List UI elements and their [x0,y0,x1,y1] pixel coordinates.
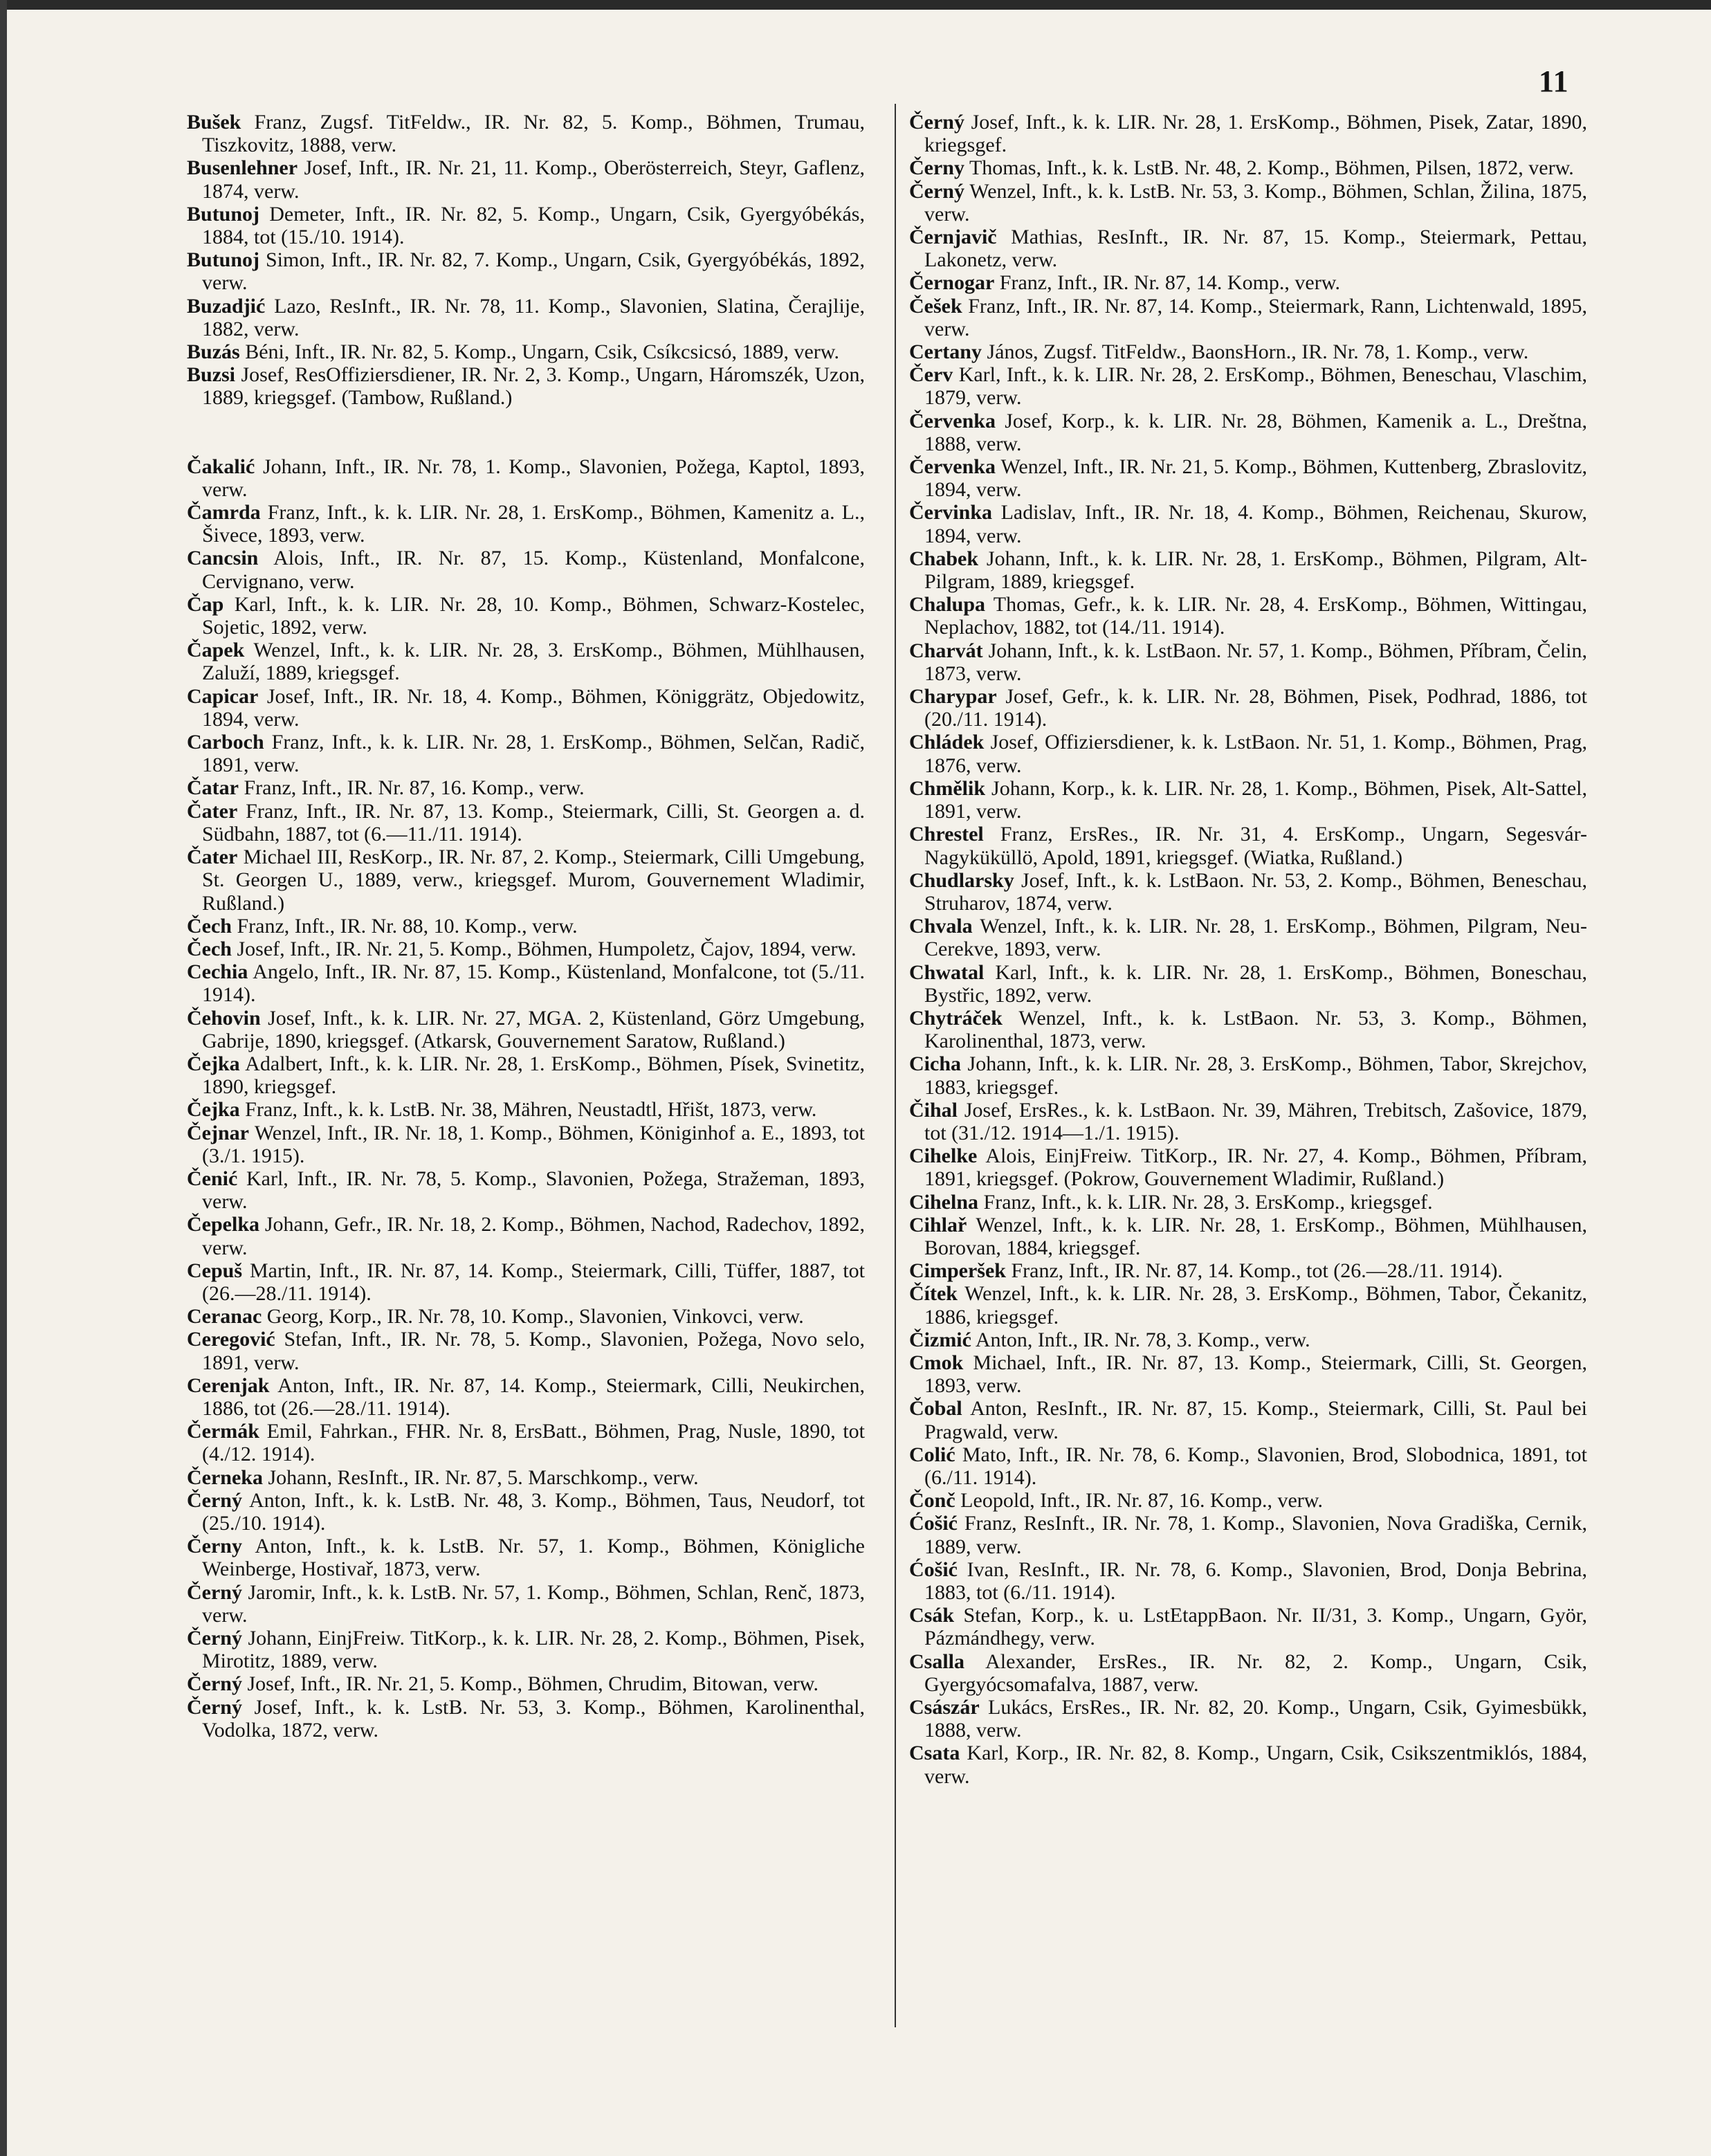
entry-surname: Busenlehner [187,156,298,180]
entry-surname: Černý [909,179,964,203]
entry-details: Johann, Inft., k. k. LIR. Nr. 28, 3. ErsKomp., Böhmen, Tabor, Skrejchov, 1883, kriegsgef. [924,1052,1587,1099]
list-item [909,410,1587,455]
list-item [909,1328,1587,1351]
list-item [187,295,865,340]
list-item [909,1443,1587,1489]
entry-surname: Cihelke [909,1144,978,1168]
entry-surname: Černý [187,1488,242,1512]
entry-details: Wenzel, Inft., IR. Nr. 18, 1. Komp., Böhmen, Königinhof a. E., 1893, tot (3./1. 1915). [202,1121,865,1167]
entry-surname: Chrestel [909,823,984,846]
list-item [909,1397,1587,1443]
entry-details: Karl, Korp., IR. Nr. 82, 8. Komp., Ungarn, Csik, Csikszentmiklós, 1884, verw. [924,1742,1587,1788]
list-item [187,340,865,363]
list-item [187,1374,865,1420]
entry-details: Josef, Korp., k. k. LIR. Nr. 28, Böhmen, Kamenik a. L., Dreštna, 1888, verw. [924,409,1587,455]
list-item [909,226,1587,271]
entry-surname: Cechia [187,960,248,984]
entry-details: Franz, Inft., IR. Nr. 88, 10. Komp., verw. [231,914,578,938]
entry-surname: Bušek [187,111,241,134]
entry-details: Lukács, ErsRes., IR. Nr. 82, 20. Komp., Ungarn, Csik, Gyimesbükk, 1888, verw. [924,1696,1587,1742]
entry-surname: Charypar [909,685,997,709]
entry-surname: Čatar [187,776,239,800]
list-item [187,846,865,915]
entry-surname: Černy [187,1535,242,1558]
list-item [187,960,865,1006]
list-item [187,547,865,592]
list-item [909,156,1587,179]
entry-surname: Černý [187,1627,242,1650]
entry-surname: Chabek [909,547,979,570]
list-item [187,248,865,294]
list-item [187,1167,865,1213]
entry-surname: Čech [187,914,232,938]
entry-surname: Čakalić [187,455,255,478]
entry-details: Johann, Inft., IR. Nr. 78, 1. Komp., Slavonien, Požega, Kaptol, 1893, verw. [202,455,865,501]
entry-surname: Čater [187,846,238,869]
list-item [909,1351,1587,1397]
list-item [187,1696,865,1742]
list-item [909,1696,1587,1742]
entry-details: Anton, Inft., IR. Nr. 78, 3. Komp., verw. [971,1328,1310,1351]
entry-details: János, Zugsf. TitFeldw., BaonsHorn., IR. Nr. 78, 1. Komp., verw. [981,340,1529,364]
list-item [909,1214,1587,1259]
list-item [909,593,1587,639]
entry-details: Franz, Inft., IR. Nr. 87, 13. Komp., Steiermark, Cilli, St. Georgen a. d. Südbahn, 1887, tot (6.—11./11. 1914). [202,799,865,846]
list-item [187,1259,865,1305]
list-item [187,1489,865,1535]
entry-details: Michael, Inft., IR. Nr. 87, 13. Komp., Steiermark, Cilli, St. Georgen, 1893, verw. [924,1351,1587,1398]
entry-details: Franz, Zugsf. TitFeldw., IR. Nr. 82, 5. Komp., Böhmen, Trumau, Tiszkovitz, 1888, verw. [202,111,865,157]
entry-surname: Charvát [909,639,983,662]
entry-surname: Češek [909,294,962,318]
list-item [909,1099,1587,1144]
entry-details: Franz, ErsRes., IR. Nr. 31, 4. ErsKomp., Ungarn, Segesvár-Nagyküküllö, Apold, 1891, kriegsgef. (Wiatka, Rußland.) [924,823,1587,869]
entry-details: Angelo, Inft., IR. Nr. 87, 15. Komp., Küstenland, Monfalcone, tot (5./11. 1914). [202,960,865,1007]
list-item [187,156,865,202]
list-item [909,295,1587,340]
list-item [909,915,1587,960]
entry-details: Stefan, Inft., IR. Nr. 78, 5. Komp., Slavonien, Požega, Novo selo, 1891, verw. [202,1328,865,1374]
list-item [187,639,865,684]
entry-surname: Ceregović [187,1328,275,1351]
entry-details: Josef, Gefr., k. k. LIR. Nr. 28, Böhmen, Pisek, Podhrad, 1886, tot (20./11. 1914). [924,685,1587,731]
entry-details: Leopold, Inft., IR. Nr. 87, 16. Komp., verw. [955,1489,1323,1513]
right-column [909,111,1587,1788]
entry-details: Franz, Inft., IR. Nr. 87, 16. Komp., verw. [238,776,585,800]
scan-border-left [0,0,7,2156]
entry-surname: Ceranac [187,1305,262,1328]
list-item [909,180,1587,226]
page-number: 11 [1539,64,1569,98]
list-item [909,455,1587,501]
list-item [909,731,1587,776]
entry-details: Josef, ResOffiziersdiener, IR. Nr. 2, 3. Komp., Ungarn, Háromszék, Uzon, 1889, kriegsgef. (Tambow, Rußland.) [202,363,865,410]
entry-surname: Chudlarsky [909,868,1014,892]
list-item [187,685,865,731]
entry-surname: Čítek [909,1282,958,1306]
entry-details: Anton, Inft., IR. Nr. 87, 14. Komp., Steiermark, Cilli, Neukirchen, 1886, tot (26.—28./11. 1914). [202,1373,865,1420]
entry-surname: Čater [187,799,238,823]
entry-details: Adalbert, Inft., k. k. LIR. Nr. 28, 1. ErsKomp., Böhmen, Písek, Svinetitz, 1890, kriegsgef. [202,1052,865,1099]
entry-details: Josef, ErsRes., k. k. LstBaon. Nr. 39, Mähren, Trebitsch, Zašovice, 1879, tot (31./12. 1914—1./1. 1915). [924,1098,1587,1144]
entry-surname: Čonč [909,1489,955,1513]
entry-details: Wenzel, Inft., k. k. LstBaon. Nr. 53, 3. Komp., Böhmen, Karolinenthal, 1873, verw. [924,1006,1587,1053]
list-item [187,363,865,409]
list-item [187,455,865,501]
entry-details: Mato, Inft., IR. Nr. 78, 6. Komp., Slavonien, Brod, Slobodnica, 1891, tot (6./11. 1914). [924,1443,1587,1489]
entry-details: Franz, Inft., k. k. LIR. Nr. 28, 1. ErsKomp., Böhmen, Selčan, Radič, 1891, verw. [202,731,865,777]
entry-details: Johann, Korp., k. k. LIR. Nr. 28, 1. Komp., Böhmen, Pisek, Alt-Sattel, 1891, verw. [924,776,1587,823]
entry-surname: Ćošić [909,1557,958,1581]
list-item [187,800,865,846]
left-column [187,111,865,1742]
entry-surname: Cmok [909,1351,964,1374]
list-item [187,1420,865,1465]
list-item [909,961,1587,1007]
list-item [187,1122,865,1167]
entry-details: Wenzel, Inft., IR. Nr. 21, 5. Komp., Böhmen, Kuttenberg, Zbraslovitz, 1894, verw. [924,455,1587,502]
list-item [187,776,865,799]
entry-surname: Černý [187,1672,242,1696]
list-item [187,1581,865,1627]
entry-details: Ladislav, Inft., IR. Nr. 18, 4. Komp., Böhmen, Reichenau, Skurow, 1894, verw. [924,501,1587,547]
entry-details: Georg, Korp., IR. Nr. 78, 10. Komp., Slavonien, Vinkovci, verw. [262,1305,804,1328]
entry-details: Mathias, ResInft., IR. Nr. 87, 15. Komp., Steiermark, Pettau, Lakonetz, verw. [924,226,1587,272]
list-item [187,111,865,156]
entry-details: Johann, Inft., k. k. LstBaon. Nr. 57, 1. Komp., Böhmen, Příbram, Čelin, 1873, verw. [924,639,1587,685]
entry-surname: Černjavič [909,226,997,249]
list-item [187,915,865,938]
entry-surname: Ćošić [909,1512,958,1535]
entry-details: Wenzel, Inft., k. k. LIR. Nr. 28, 1. ErsKomp., Böhmen, Pilgram, Neu-Cerekve, 1893, verw. [924,915,1587,961]
entry-surname: Čizmić [909,1328,971,1351]
entry-details: Josef, Inft., k. k. LIR. Nr. 27, MGA. 2, Küstenland, Görz Umgebung, Gabrije, 1890, kriegsgef. (Atkarsk, Gouvernement Saratow, Rußland.) [202,1006,865,1052]
entry-details: Demeter, Inft., IR. Nr. 82, 5. Komp., Ungarn, Csik, Gyergyóbékás, 1884, tot (15./10. 1914). [202,202,865,249]
entry-surname: Certany [909,340,982,364]
entry-details: Wenzel, Inft., k. k. LIR. Nr. 28, 3. ErsKomp., Böhmen, Tabor, Čekanitz, 1886, kriegsgef. [924,1282,1587,1328]
entry-details: Johann, EinjFreiw. TitKorp., k. k. LIR. Nr. 28, 2. Komp., Böhmen, Pisek, Mirotitz, 1889, verw. [202,1627,865,1673]
entry-details: Simon, Inft., IR. Nr. 82, 7. Komp., Ungarn, Csik, Gyergyóbékás, 1892, verw. [202,248,865,295]
list-item [909,1259,1587,1282]
entry-details: Wenzel, Inft., k. k. LstB. Nr. 53, 3. Komp., Böhmen, Schlan, Žilina, 1875, verw. [924,179,1587,226]
entry-surname: Cicha [909,1052,961,1076]
entry-surname: Capicar [187,684,259,708]
entry-details: Stefan, Korp., k. u. LstEtappBaon. Nr. II/31, 3. Komp., Ungarn, Györ, Pázmándhegy, verw. [924,1604,1587,1650]
list-item [187,1535,865,1580]
entry-details: Johann, Gefr., IR. Nr. 18, 2. Komp., Böhmen, Nachod, Radechov, 1892, verw. [202,1213,865,1259]
entry-surname: Černý [187,1695,242,1719]
entry-details: Franz, ResInft., IR. Nr. 78, 1. Komp., Slavonien, Nova Gradiška, Cernik, 1889, verw. [924,1512,1587,1558]
list-item [909,1144,1587,1190]
entry-details: Karl, Inft., k. k. LIR. Nr. 28, 1. ErsKomp., Böhmen, Boneschau, Bystřic, 1892, verw. [924,960,1587,1007]
list-item [909,1742,1587,1787]
entry-details: Thomas, Inft., k. k. LstB. Nr. 48, 2. Komp., Böhmen, Pilsen, 1872, verw. [964,156,1574,180]
entry-surname: Čejka [187,1098,240,1122]
entry-surname: Čihal [909,1098,958,1122]
entry-details: Alexander, ErsRes., IR. Nr. 82, 2. Komp., Ungarn, Csik, Gyergyócsomafalva, 1887, verw. [924,1650,1587,1696]
entry-surname: Cihlař [909,1213,967,1236]
list-item [909,547,1587,593]
entry-surname: Černogar [909,271,995,295]
column-divider [895,104,896,2027]
entry-surname: Čehovin [187,1006,261,1030]
entry-details: Béni, Inft., IR. Nr. 82, 5. Komp., Ungarn, Csik, Csíkcsicsó, 1889, verw. [239,340,840,364]
entry-details: Josef, Inft., IR. Nr. 21, 5. Komp., Böhmen, Humpoletz, Čajov, 1894, verw. [231,937,857,960]
entry-details: Wenzel, Inft., k. k. LIR. Nr. 28, 3. ErsKomp., Böhmen, Mühlhausen, Zaluží, 1889, kriegsgef. [202,639,865,685]
entry-surname: Butunoj [187,202,260,226]
list-item [909,823,1587,868]
entry-details: Alois, Inft., IR. Nr. 87, 15. Komp., Küstenland, Monfalcone, Cervignano, verw. [202,547,865,593]
entry-details: Anton, Inft., k. k. LstB. Nr. 48, 3. Komp., Böhmen, Taus, Neudorf, tot (25./10. 1914). [202,1488,865,1535]
entry-surname: Butunoj [187,248,260,272]
entry-surname: Červenka [909,455,996,479]
entry-surname: Černy [909,156,964,180]
list-item [187,203,865,248]
entry-surname: Chytráček [909,1006,1003,1030]
scan-border-top [0,0,1711,10]
list-item [909,1558,1587,1604]
entry-surname: Chwatal [909,960,985,984]
list-item [187,1213,865,1259]
entry-surname: Csalla [909,1650,965,1673]
entry-details: Josef, Inft., IR. Nr. 18, 4. Komp., Böhmen, Königgrätz, Objedowitz, 1894, verw. [202,684,865,731]
entry-surname: Čech [187,937,232,960]
entry-surname: Černý [909,111,964,134]
entry-surname: Cepuš [187,1259,243,1282]
entry-details: Ivan, ResInft., IR. Nr. 78, 6. Komp., Slavonien, Brod, Donja Bebrina, 1883, tot (6./11. 1914). [924,1557,1587,1604]
entry-details: Alois, EinjFreiw. TitKorp., IR. Nr. 27, 4. Komp., Böhmen, Příbram, 1891, kriegsgef. (Pokrow, Gouvernement Wladimir, Rußland.) [924,1144,1587,1191]
entry-details: Anton, ResInft., IR. Nr. 87, 15. Komp., Steiermark, Cilli, St. Paul bei Pragwald, verw. [924,1397,1587,1443]
entry-surname: Černeka [187,1465,263,1489]
entry-surname: Cancsin [187,547,259,570]
list-item [187,1305,865,1328]
entry-surname: Čermák [187,1420,259,1443]
entry-details: Franz, Inft., IR. Nr. 87, 14. Komp., tot (26.—28./11. 1914). [1005,1259,1503,1283]
list-item [187,1052,865,1098]
list-item [909,639,1587,685]
entry-surname: Čobal [909,1397,962,1420]
entry-details: Franz, Inft., k. k. LIR. Nr. 28, 1. ErsKomp., Böhmen, Kamenitz a. L., Šivece, 1893, verw. [202,501,865,547]
entry-surname: Chmělik [909,776,986,800]
entry-details: Jaromir, Inft., k. k. LstB. Nr. 57, 1. Komp., Böhmen, Schlan, Renč, 1873, verw. [202,1580,865,1627]
entry-surname: Buzadjić [187,294,266,318]
list-item [909,363,1587,409]
list-item [909,340,1587,363]
entry-surname: Chládek [909,731,985,754]
list-item [909,777,1587,823]
entry-details: Franz, Inft., IR. Nr. 87, 14. Komp., Steiermark, Rann, Lichtenwald, 1895, verw. [924,294,1587,340]
list-item [909,501,1587,547]
entry-surname: Čejka [187,1052,240,1075]
entry-details: Josef, Inft., IR. Nr. 21, 5. Komp., Böhmen, Chrudim, Bitowan, verw. [241,1672,818,1696]
list-item [909,1007,1587,1052]
entry-details: Karl, Inft., k. k. LIR. Nr. 28, 2. ErsKomp., Böhmen, Beneschau, Vlaschim, 1879, verw. [924,363,1587,410]
list-item [187,938,865,960]
list-item [187,501,865,547]
entry-surname: Chalupa [909,593,986,616]
entry-surname: Buzsi [187,363,236,387]
entry-surname: Červenka [909,409,996,432]
entry-details: Lazo, ResInft., IR. Nr. 78, 11. Komp., Slavonien, Slatina, Čerajlije, 1882, verw. [202,294,865,340]
entry-details: Franz, Inft., k. k. LstB. Nr. 38, Mähren, Neustadtl, Hřišt, 1873, verw. [239,1098,817,1122]
entry-details: Josef, Inft., k. k. LstBaon. Nr. 53, 2. Komp., Böhmen, Beneschau, Struharov, 1874, verw. [924,868,1587,915]
list-item [909,1512,1587,1557]
entry-surname: Cimperšek [909,1259,1006,1283]
entry-surname: Čenić [187,1167,238,1190]
entry-details: Johann, ResInft., IR. Nr. 87, 5. Marschkomp., verw. [262,1465,699,1489]
entry-surname: Csák [909,1604,955,1627]
entry-surname: Čamrda [187,501,261,524]
list-item [187,1098,865,1121]
entry-surname: Čap [187,592,224,616]
list-item [187,731,865,776]
list-item [909,685,1587,731]
entry-surname: Cerenjak [187,1373,270,1397]
entry-surname: Buzás [187,340,240,364]
list-item [187,1328,865,1373]
list-item [187,1672,865,1695]
entry-details: Josef, Inft., k. k. LstB. Nr. 53, 3. Komp., Böhmen, Karolinenthal, Vodolka, 1872, verw. [202,1695,865,1742]
list-item [909,869,1587,915]
entry-details: Johann, Inft., k. k. LIR. Nr. 28, 1. ErsKomp., Böhmen, Pilgram, Alt-Pilgram, 1889, kriegsgef. [924,547,1587,594]
list-item [909,111,1587,156]
list-item [909,1650,1587,1696]
entry-details: Martin, Inft., IR. Nr. 87, 14. Komp., Steiermark, Cilli, Tüffer, 1887, tot (26.—28./11. 1914). [202,1259,865,1305]
entry-details: Franz, Inft., IR. Nr. 87, 14. Komp., verw. [994,271,1340,295]
entry-surname: Černý [187,1580,242,1604]
entry-details: Karl, Inft., IR. Nr. 78, 5. Komp., Slavonien, Požega, Stražeman, 1893, verw. [202,1167,865,1214]
entry-details: Karl, Inft., k. k. LIR. Nr. 28, 10. Komp., Böhmen, Schwarz-Kostelec, Sojetic, 1892, verw. [202,592,865,639]
entry-details: Wenzel, Inft., k. k. LIR. Nr. 28, 1. ErsKomp., Böhmen, Mühlhausen, Borovan, 1884, kriegsgef. [924,1213,1587,1259]
entry-details: Josef, Offiziersdiener, k. k. LstBaon. Nr. 51, 1. Komp., Böhmen, Prag, 1876, verw. [924,731,1587,777]
list-item [909,1052,1587,1098]
section-gap [187,410,865,455]
entry-details: Anton, Inft., k. k. LstB. Nr. 57, 1. Komp., Böhmen, Königliche Weinberge, Hostivař, 1873, verw. [202,1535,865,1581]
list-item [909,1191,1587,1214]
entry-surname: Cihelna [909,1190,979,1214]
entry-surname: Csata [909,1742,960,1765]
list-item [909,1604,1587,1650]
entry-surname: Čepelka [187,1213,259,1236]
entry-details: Thomas, Gefr., k. k. LIR. Nr. 28, 4. ErsKomp., Böhmen, Wittingau, Neplachov, 1882, tot (14./11. 1914). [924,593,1587,639]
entry-surname: Čapek [187,639,245,662]
entry-surname: Čejnar [187,1121,249,1144]
list-item [187,593,865,639]
list-item [909,1489,1587,1512]
entry-surname: Červinka [909,501,992,524]
entry-surname: Császár [909,1696,980,1719]
list-item [187,1007,865,1052]
entry-details: Josef, Inft., k. k. LIR. Nr. 28, 1. ErsKomp., Böhmen, Pisek, Zatar, 1890, kriegsgef. [924,111,1587,157]
entry-surname: Carboch [187,731,264,754]
entry-details: Franz, Inft., k. k. LIR. Nr. 28, 3. ErsKomp., kriegsgef. [978,1190,1433,1214]
entry-details: Michael III, ResKorp., IR. Nr. 87, 2. Komp., Steiermark, Cilli Umgebung, St. Georgen U., 1889, verw., kriegsgef. Murom, Gouvernement Wladimir, Rußland.) [202,846,865,915]
entry-surname: Colić [909,1443,955,1466]
list-item [187,1627,865,1672]
entry-details: Emil, Fahrkan., FHR. Nr. 8, ErsBatt., Böhmen, Prag, Nusle, 1890, tot (4./12. 1914). [202,1420,865,1466]
entry-surname: Červ [909,363,953,387]
entry-surname: Chvala [909,915,973,938]
list-item [187,1466,865,1489]
entry-details: Josef, Inft., IR. Nr. 21, 11. Komp., Oberösterreich, Steyr, Gaflenz, 1874, verw. [202,156,865,203]
list-item [909,271,1587,294]
list-item [909,1282,1587,1328]
